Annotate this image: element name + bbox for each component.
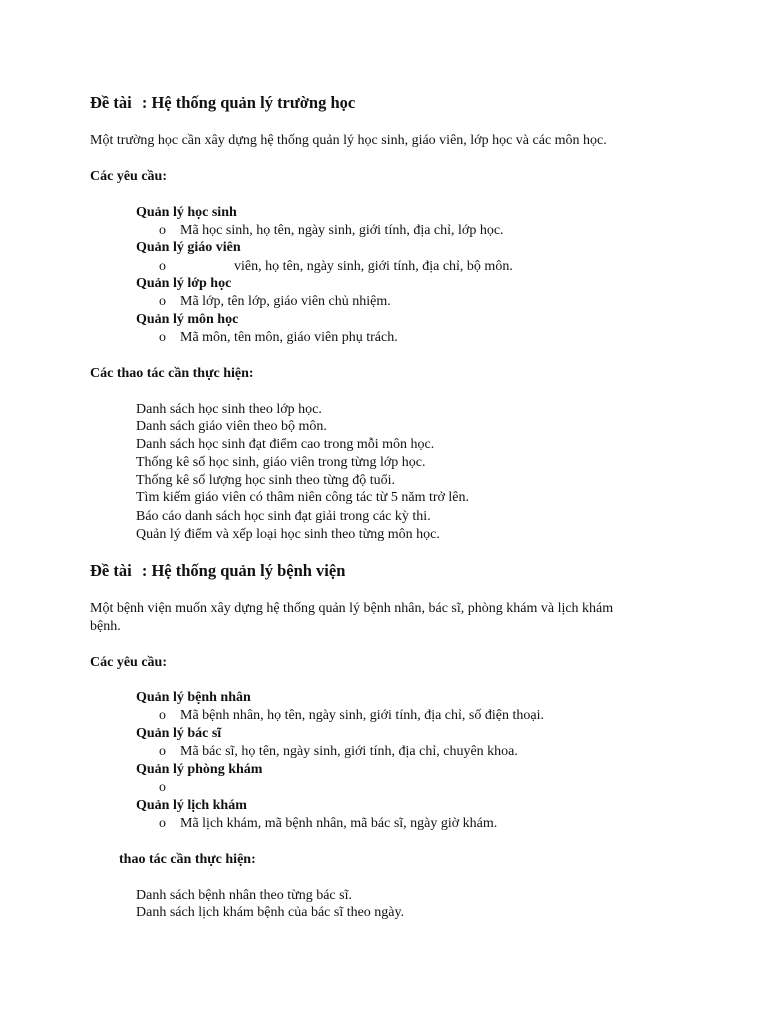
s2-operation: Danh sách bệnh nhân theo từng bác sĩ. [136,888,352,903]
section-2-intro-line-2: bệnh. [90,619,121,634]
section-2-title [90,562,345,580]
s1-group-students: Quản lý học sinh [136,205,237,220]
s1-operation: Tìm kiếm giáo viên có thâm niên công tác từ 5 năm trở lên. [136,490,470,505]
s2-group-schedules-fields: Mã lịch khám, mã bệnh nhân, mã bác sĩ, ngày giờ khám. [180,816,498,831]
section-1-intro: Một trường học cần xây dựng hệ thống quản lý học sinh, giáo viên, lớp học và các môn học. [90,133,607,148]
s1-group-teachers: Quản lý giáo viên [136,240,241,255]
section-2-label: Đề tài [90,561,132,580]
s2-operation: Danh sách lịch khám bệnh của bác sĩ theo ngày. [136,905,405,920]
s1-operation: Danh sách học sinh theo lớp học. [136,402,322,417]
s2-group-doctors: Quản lý bác sĩ [136,726,222,741]
s1-bullet-marker: o [159,330,166,345]
s1-operation: Thống kê số lượng học sinh theo từng độ tuổi. [136,473,396,488]
section-1-label: Đề tài [90,93,132,112]
s2-group-schedules: Quản lý lịch khám [136,798,247,813]
s1-bullet-marker: o [159,294,166,309]
section-2-intro-line-1: Một bệnh viện muốn xây dựng hệ thống quản lý bệnh nhân, bác sĩ, phòng khám và lịch khám [90,601,614,616]
s2-group-doctors-fields: Mã bác sĩ, họ tên, ngày sinh, giới tính, địa chỉ, chuyên khoa. [180,744,518,759]
s2-bullet-marker: o [159,708,166,723]
s1-bullet-marker: o [159,259,166,274]
s1-operation: Danh sách giáo viên theo bộ môn. [136,419,327,434]
section-2-title-text: : Hệ thống quản lý bệnh viện [141,561,346,580]
s2-bullet-marker: o [159,816,166,831]
s1-group-classes: Quản lý lớp học [136,276,232,291]
section-1-title-text: : Hệ thống quản lý trường học [141,93,356,112]
s1-operation: Quản lý điểm và xếp loại học sinh theo từng môn học. [136,527,440,542]
s1-group-teachers-fields: viên, họ tên, ngày sinh, giới tính, địa chỉ, bộ môn. [234,259,513,274]
s2-group-patients: Quản lý bệnh nhân [136,690,251,705]
section-1-title [90,94,355,112]
s1-operation: Thống kê số học sinh, giáo viên trong từng lớp học. [136,455,426,470]
s1-bullet-marker: o [159,223,166,238]
s1-group-classes-fields: Mã lớp, tên lớp, giáo viên chủ nhiệm. [180,294,391,309]
section-1-requirements-heading: Các yêu cầu: [90,169,167,184]
s1-group-students-fields: Mã học sinh, họ tên, ngày sinh, giới tính, địa chỉ, lớp học. [180,223,504,238]
s1-group-subjects: Quản lý môn học [136,312,239,327]
section-2-requirements-heading: Các yêu cầu: [90,655,167,670]
s1-group-subjects-fields: Mã môn, tên môn, giáo viên phụ trách. [180,330,398,345]
s1-operation: Danh sách học sinh đạt điểm cao trong mỗi môn học. [136,437,435,452]
s1-operation: Báo cáo danh sách học sinh đạt giải trong các kỳ thi. [136,509,431,524]
s2-group-patients-fields: Mã bệnh nhân, họ tên, ngày sinh, giới tính, địa chỉ, số điện thoại. [180,708,544,723]
s2-bullet-marker: o [159,744,166,759]
s2-bullet-marker: o [159,780,166,795]
s2-group-clinics: Quản lý phòng khám [136,762,263,777]
section-1-operations-heading: Các thao tác cần thực hiện: [90,366,254,381]
section-2-operations-heading: thao tác cần thực hiện: [119,852,256,867]
